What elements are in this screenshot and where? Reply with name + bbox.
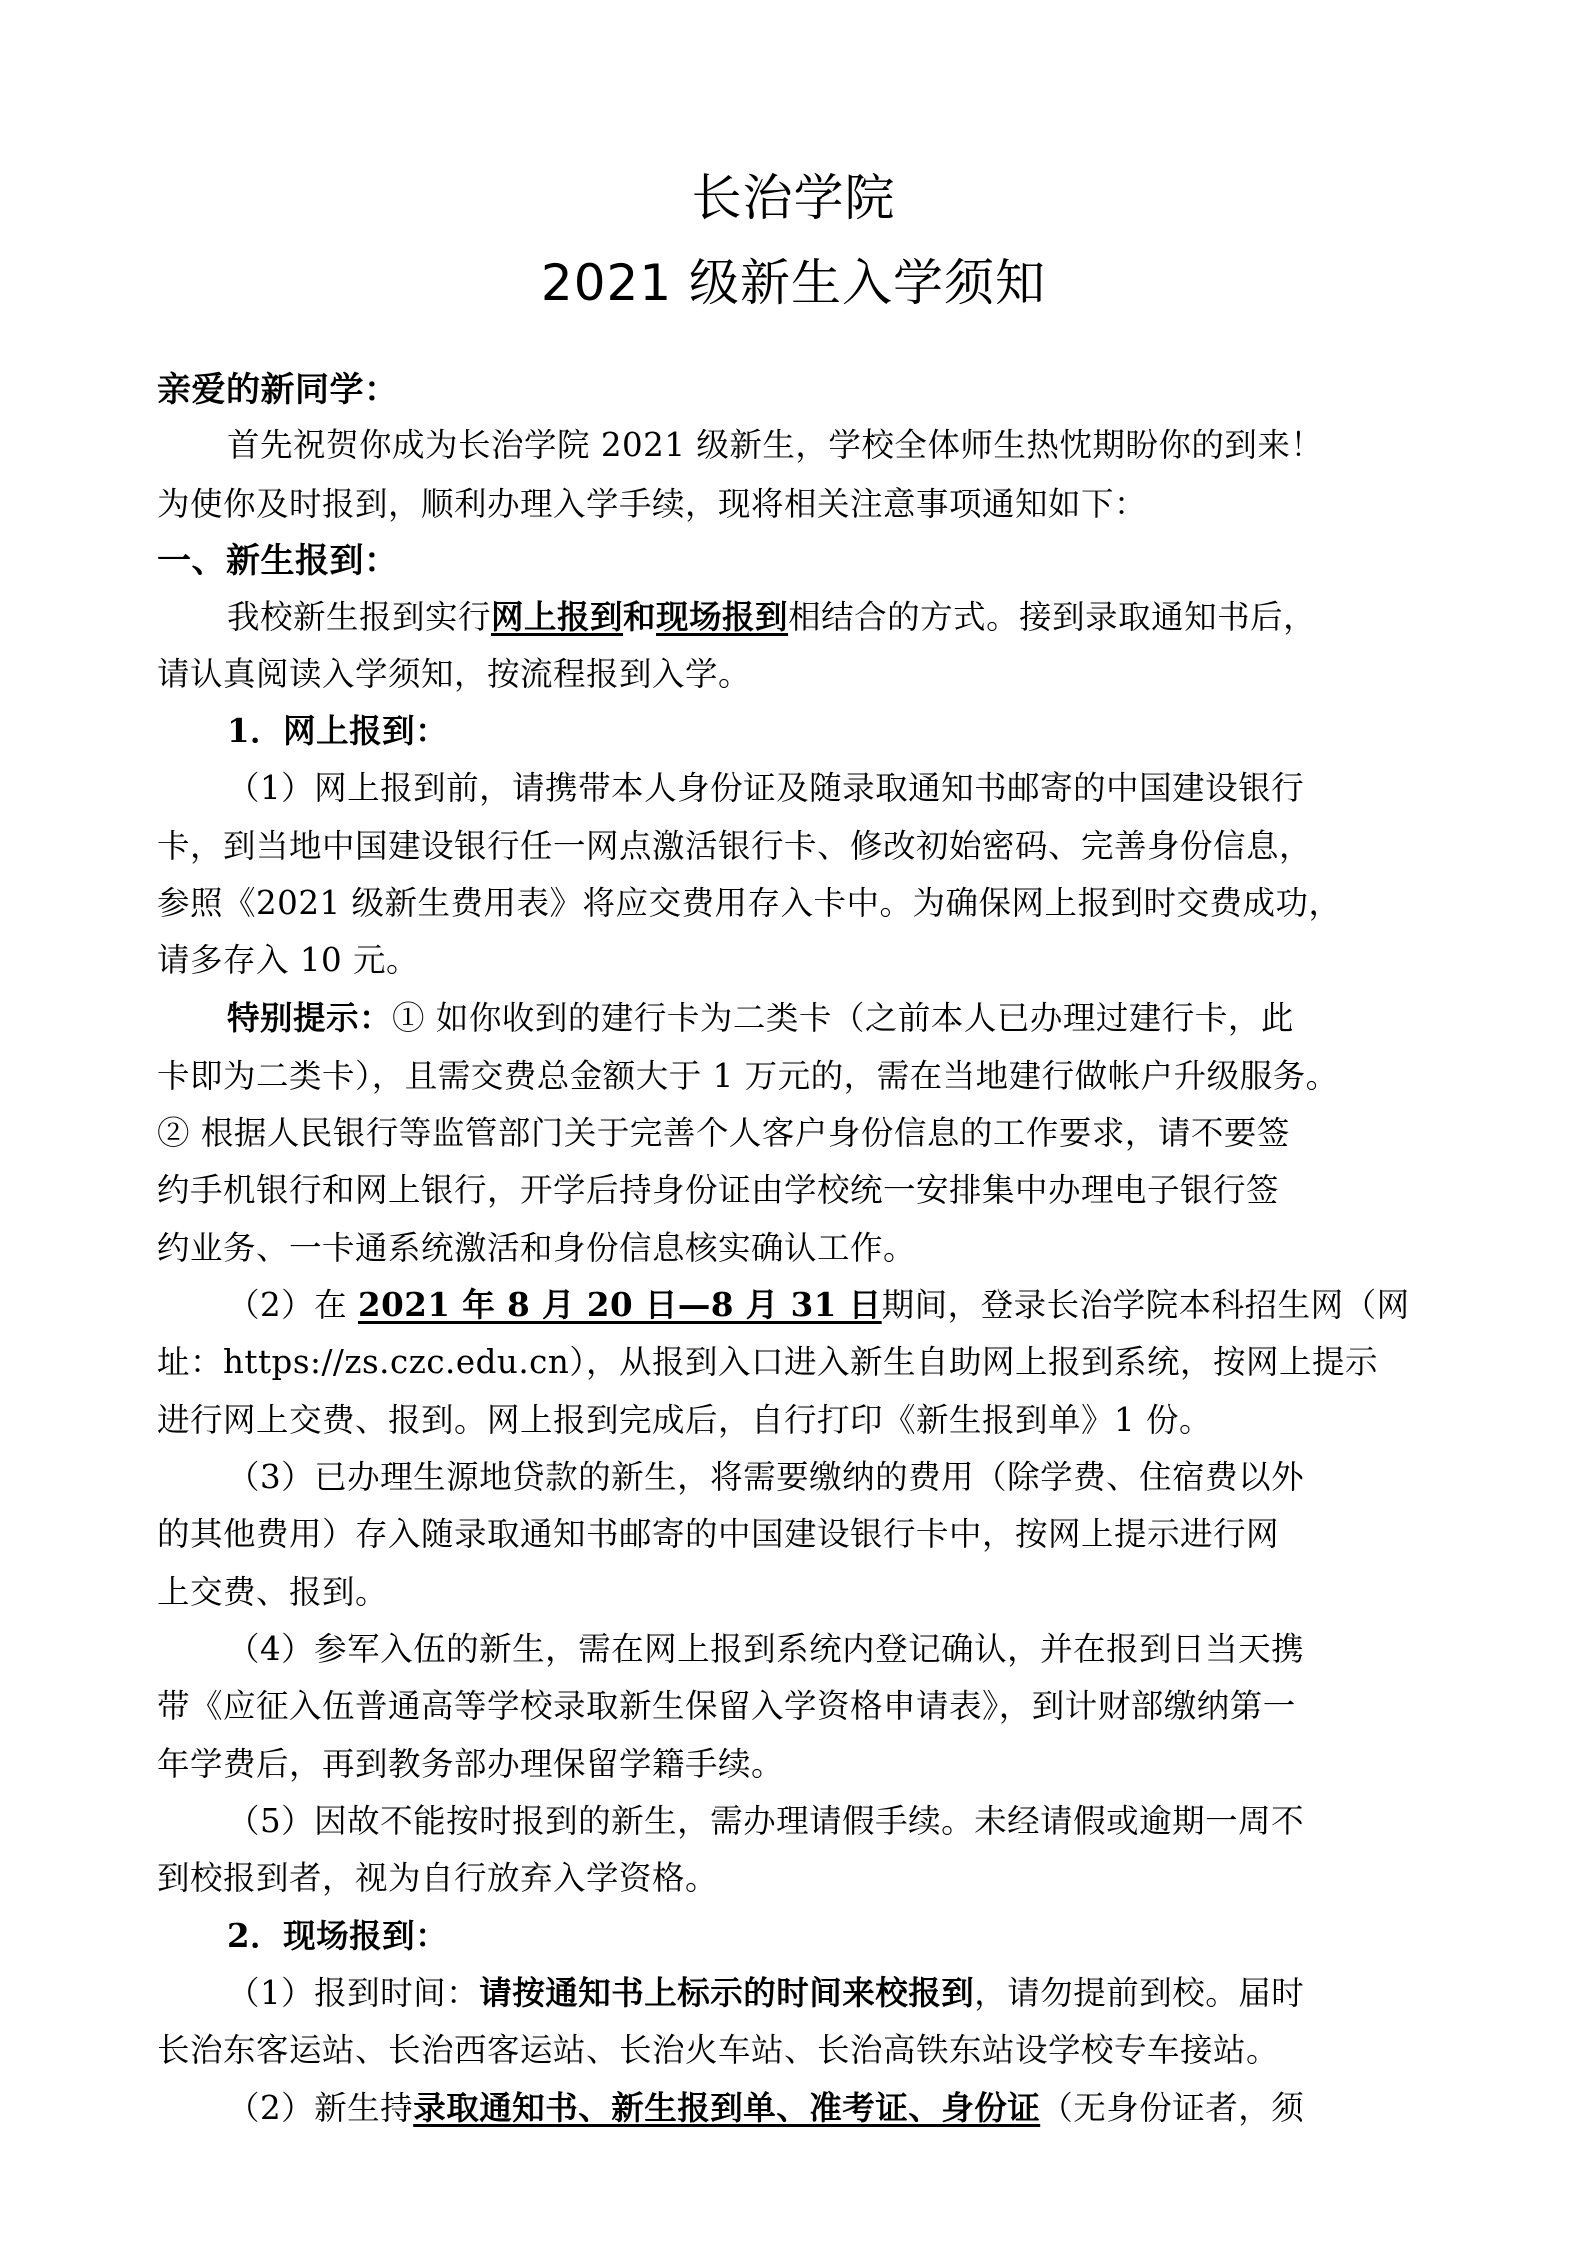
text-segment: 期间，登录长治学院本科招生网（网 bbox=[881, 1286, 1410, 1324]
tip-line-5: 约业务、一卡通系统激活和身份信息核实确认工作。 bbox=[157, 1229, 917, 1267]
tip-label: 特别提示： bbox=[227, 998, 393, 1037]
text-segment: （1）报到时间： bbox=[227, 1974, 480, 2012]
item-1-2-line-2: 址：https://zs.czc.edu.cn），从报到入口进入新生自助网上报到系统，按网上提示 bbox=[157, 1343, 1379, 1381]
item-1-1-line-3: 参照《2021 级新生费用表》将应交费用存入卡中。为确保网上报到时交费成功， bbox=[157, 884, 1342, 922]
sub-2-heading: 2．现场报到： bbox=[227, 1916, 449, 1955]
title-school: 长治学院 bbox=[691, 169, 896, 227]
item-2-1-line-1 bbox=[227, 1973, 1517, 2013]
item-1-3-line-1: （3）已办理生源地贷款的新生，将需要缴纳的费用（除学费、住宿费以外 bbox=[227, 1458, 1305, 1496]
text-segment: 相结合的方式。接到录取通知书后， bbox=[788, 598, 1317, 636]
section-1-paragraph-line-1 bbox=[227, 597, 1517, 637]
tip-line-1 bbox=[227, 998, 1517, 1038]
online-registration-emphasis: 网上报到 bbox=[491, 597, 624, 636]
greeting: 亲爱的新同学： bbox=[157, 370, 399, 410]
item-1-5-line-2: 到校报到者，视为自行放弃入学资格。 bbox=[157, 1859, 719, 1897]
required-documents-emphasis: 录取通知书、新生报到单、准考证、身份证 bbox=[413, 2088, 1041, 2127]
text-segment: ，请勿提前到校。届时 bbox=[974, 1974, 1305, 2012]
title-notice: 2021 级新生入学须知 bbox=[540, 254, 1047, 312]
item-1-1-line-2: 卡，到当地中国建设银行任一网点激活银行卡、修改初始密码、完善身份信息， bbox=[157, 827, 1313, 865]
arrival-time-emphasis: 请按通知书上标示的时间来校报到 bbox=[479, 1973, 975, 2012]
text-segment: 我校新生报到实行 bbox=[227, 598, 492, 636]
text-segment: ① 如你收到的建行卡为二类卡（之前本人已办理过建行卡，此 bbox=[392, 999, 1294, 1037]
section-1-paragraph-line-2: 请认真阅读入学须知，按流程报到入学。 bbox=[157, 655, 752, 693]
tip-line-2: 卡即为二类卡），且需交费总金额大于 1 万元的，需在当地建行做帐户升级服务。 bbox=[157, 1057, 1339, 1095]
item-1-2-line-3: 进行网上交费、报到。网上报到完成后，自行打印《新生报到单》1 份。 bbox=[157, 1401, 1213, 1439]
text-segment: （2）新生持 bbox=[227, 2089, 414, 2127]
item-1-2-line-1 bbox=[227, 1285, 1517, 1325]
text-segment: （无身份证者，须 bbox=[1040, 2089, 1305, 2127]
onsite-registration-emphasis: 现场报到 bbox=[656, 597, 789, 636]
tip-line-3: ② 根据人民银行等监管部门关于完善个人客户身份信息的工作要求，请不要签 bbox=[157, 1114, 1290, 1152]
intro-line-1: 首先祝贺你成为长治学院 2021 级新生，学校全体师生热忱期盼你的到来！ bbox=[227, 426, 1324, 464]
item-2-2-line-1 bbox=[227, 2088, 1517, 2128]
registration-date-range: 2021 年 8 月 20 日—8 月 31 日 bbox=[358, 1285, 882, 1324]
section-1-heading: 一、新生报到： bbox=[157, 541, 399, 581]
item-1-3-line-2: 的其他费用）存入随录取通知书邮寄的中国建设银行卡中，按网上提示进行网 bbox=[157, 1515, 1280, 1553]
text-segment: （2）在 bbox=[227, 1286, 359, 1324]
item-1-1-line-4: 请多存入 10 元。 bbox=[157, 941, 420, 979]
item-1-1-line-1: （1）网上报到前，请携带本人身份证及随录取通知书邮寄的中国建设银行 bbox=[227, 769, 1305, 807]
item-1-4-line-1: （4）参军入伍的新生，需在网上报到系统内登记确认，并在报到日当天携 bbox=[227, 1630, 1305, 1668]
item-1-4-line-3: 年学费后，再到教务部办理保留学籍手续。 bbox=[157, 1745, 785, 1783]
item-2-1-line-2: 长治东客运站、长治西客运站、长治火车站、长治高铁东站设学校专车接站。 bbox=[157, 2031, 1280, 2069]
item-1-5-line-1: （5）因故不能按时报到的新生，需办理请假手续。未经请假或逾期一周不 bbox=[227, 1802, 1305, 1840]
item-1-3-line-3: 上交费、报到。 bbox=[157, 1573, 389, 1611]
intro-line-2: 为使你及时报到，顺利办理入学手续，现将相关注意事项通知如下： bbox=[157, 485, 1148, 523]
tip-line-4: 约手机银行和网上银行，开学后持身份证由学校统一安排集中办理电子银行签 bbox=[157, 1171, 1280, 1209]
sub-1-heading: 1．网上报到： bbox=[227, 711, 449, 750]
text-segment: 和 bbox=[623, 597, 657, 636]
item-1-4-line-2: 带《应征入伍普通高等学校录取新生保留入学资格申请表》，到计财部缴纳第一 bbox=[157, 1687, 1296, 1725]
